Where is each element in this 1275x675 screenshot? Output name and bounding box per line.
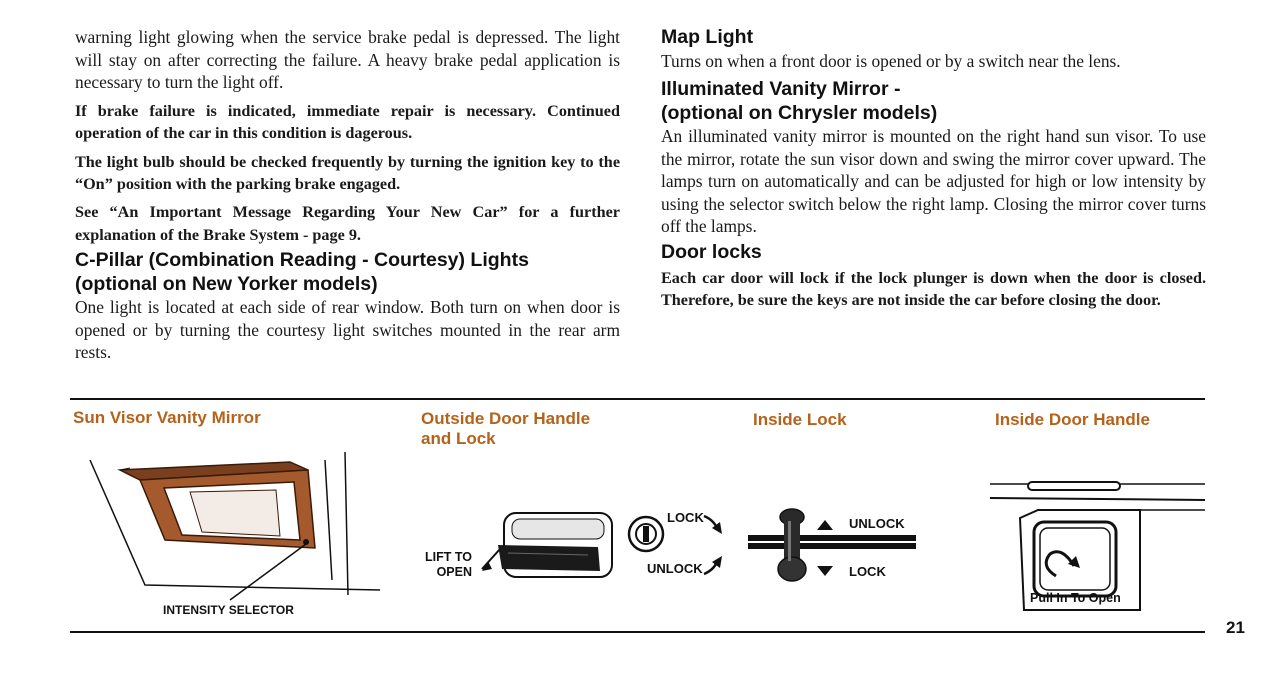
top-divider [70, 398, 1205, 400]
cpillar-paragraph: One light is located at each side of rear window. Both turn on when door is opened or by turning the courtesy light switches mounted in the rear arm rests. [75, 297, 620, 363]
brake-system-reference: See “An Important Message Regarding Your New Car” for a further explanation of the Brake System - page 9. [75, 203, 620, 244]
vanity-heading-line1: Illuminated Vanity Mirror - [661, 78, 901, 101]
lift-label-line1: LIFT TO [425, 550, 472, 564]
unlock-label: UNLOCK [647, 561, 703, 576]
outside-door-handle-illustration [478, 505, 618, 590]
map-light-heading: Map Light [661, 26, 754, 48]
lift-to-open-label [418, 550, 472, 580]
pull-in-to-open-label: Pull In To Open [1030, 591, 1121, 605]
lift-label-line2: OPEN [436, 565, 472, 579]
right-column [661, 26, 1206, 311]
caption-sun-visor: Sun Visor Vanity Mirror [73, 408, 261, 427]
bottom-divider [70, 631, 1205, 633]
left-column [75, 26, 620, 364]
lock-label: LOCK [667, 510, 704, 525]
caption-outside-door-handle [421, 409, 590, 449]
caption-inside-door-handle: Inside Door Handle [995, 410, 1150, 429]
intensity-selector-label: INTENSITY SELECTOR [163, 603, 294, 617]
key-cylinder-icon [628, 512, 668, 556]
sun-visor-illustration [80, 440, 380, 615]
cpillar-heading-line2: (optional on New Yorker models) [75, 272, 378, 295]
map-light-paragraph: Turns on when a front door is opened or by a switch near the lens. [661, 50, 1121, 71]
caption-inside-lock: Inside Lock [753, 410, 847, 429]
lock-right-label: LOCK [849, 564, 886, 579]
caption-outside-line1: Outside Door Handle [421, 409, 591, 428]
door-locks-note: Each car door will lock if the lock plunger is down when the door is closed. Therefore, be sure the keys are not inside the car before closing the door. [661, 268, 1206, 309]
vanity-mirror-heading [661, 78, 1206, 125]
bulb-check-note: The light bulb should be checked frequently by turning the ignition key to the “On” position with the parking brake engaged. [75, 152, 620, 193]
page-number: 21 [1226, 618, 1245, 637]
vanity-heading-line2: (optional on Chrysler models) [661, 101, 938, 124]
cpillar-heading-line1: C-Pillar (Combination Reading - Courtesy) Lights [75, 249, 529, 272]
door-locks-heading: Door locks [661, 241, 762, 264]
cpillar-heading [75, 249, 620, 296]
unlock-right-label: UNLOCK [849, 516, 905, 531]
brake-warning-paragraph: warning light glowing when the service brake pedal is depressed. The light will stay on after correcting the failure. A heavy brake pedal application is necessary to turn the light off. [75, 27, 620, 93]
caption-outside-line2: and Lock [421, 429, 496, 448]
vanity-mirror-paragraph: An illuminated vanity mirror is mounted on the right hand sun visor. To use the mirror, rotate the sun visor down and swing the mirror cover upward. The lamps turn on automatically and can be adjusted for high or low intensity by using the selector switch below the right lamp. Closing the mirror cover turns off the lamps. [661, 126, 1206, 237]
brake-failure-note: If brake failure is indicated, immediate repair is necessary. Continued operation of the car in this condition is dagerous. [75, 101, 620, 143]
lock-unlock-arrows-icon [700, 510, 730, 580]
